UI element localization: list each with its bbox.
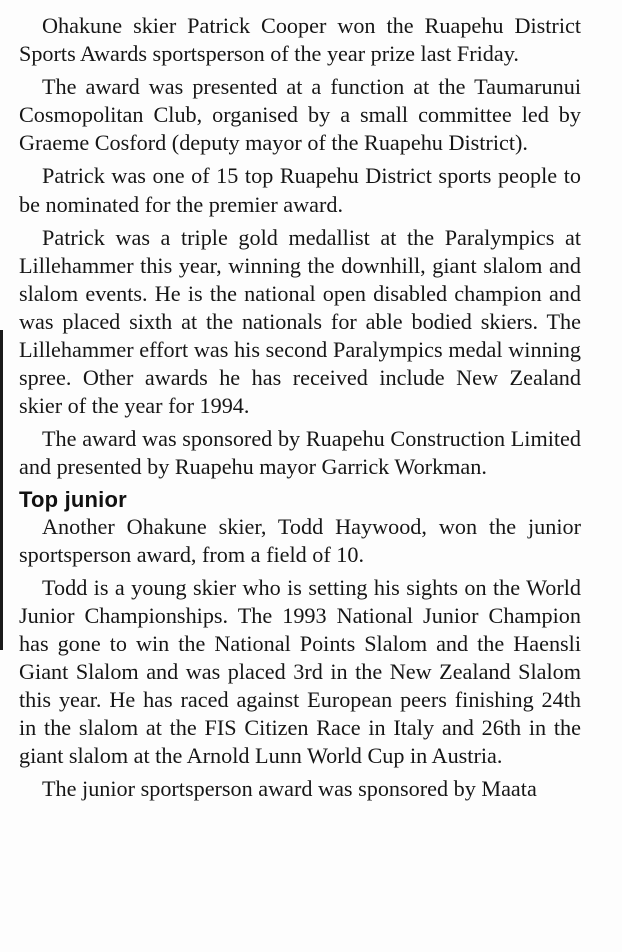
paragraph-nominees: Patrick was one of 15 top Ruapehu District sports people to be nominated for the premier award.: [19, 163, 581, 217]
paragraph-award-winner: Ohakune skier Patrick Cooper won the Ruapehu District Sports Awards sportsperson of the year prize last Friday.: [19, 13, 581, 67]
subheading-top-junior: Top junior: [19, 486, 127, 512]
column-rule: [0, 330, 3, 650]
article-column: [19, 12, 581, 808]
paragraph-paralympics: Patrick was a triple gold medallist at the Paralympics at Lillehammer this year, winning the downhill, giant slalom and slalom events. He is the national open disabled champion and was placed sixth at the nationals for able bodied skiers. The Lillehammer effort was his second Paralympics medal winning spree. Other awards he has received include New Zealand skier of the year for 1994.: [19, 224, 581, 419]
paragraph-junior-sponsor: The junior sportsperson award was sponsored by Maata: [42, 776, 537, 802]
paragraph-sponsor: The award was sponsored by Ruapehu Construction Limited and presented by Ruapehu mayor Garrick Workman.: [19, 426, 581, 480]
paragraph-junior-achievements: Todd is a young skier who is setting his sights on the World Junior Championships. The 1993 National Junior Champion has gone to win the National Points Slalom and the Haensli Giant Slalom and was placed 3rd in the New Zealand Slalom this year. He has raced against European peers finishing 24th in the slalom at the FIS Citizen Race in Italy and 26th in the giant slalom at the Arnold Lunn World Cup in Austria.: [19, 574, 581, 769]
paragraph-award-function: The award was presented at a function at the Taumarunui Cosmopolitan Club, organised by a small committee led by Graeme Cosford (deputy mayor of the Ruapehu District).: [19, 74, 581, 156]
paragraph-junior-winner: Another Ohakune skier, Todd Haywood, won the junior sportsperson award, from a field of 10.: [19, 513, 581, 567]
